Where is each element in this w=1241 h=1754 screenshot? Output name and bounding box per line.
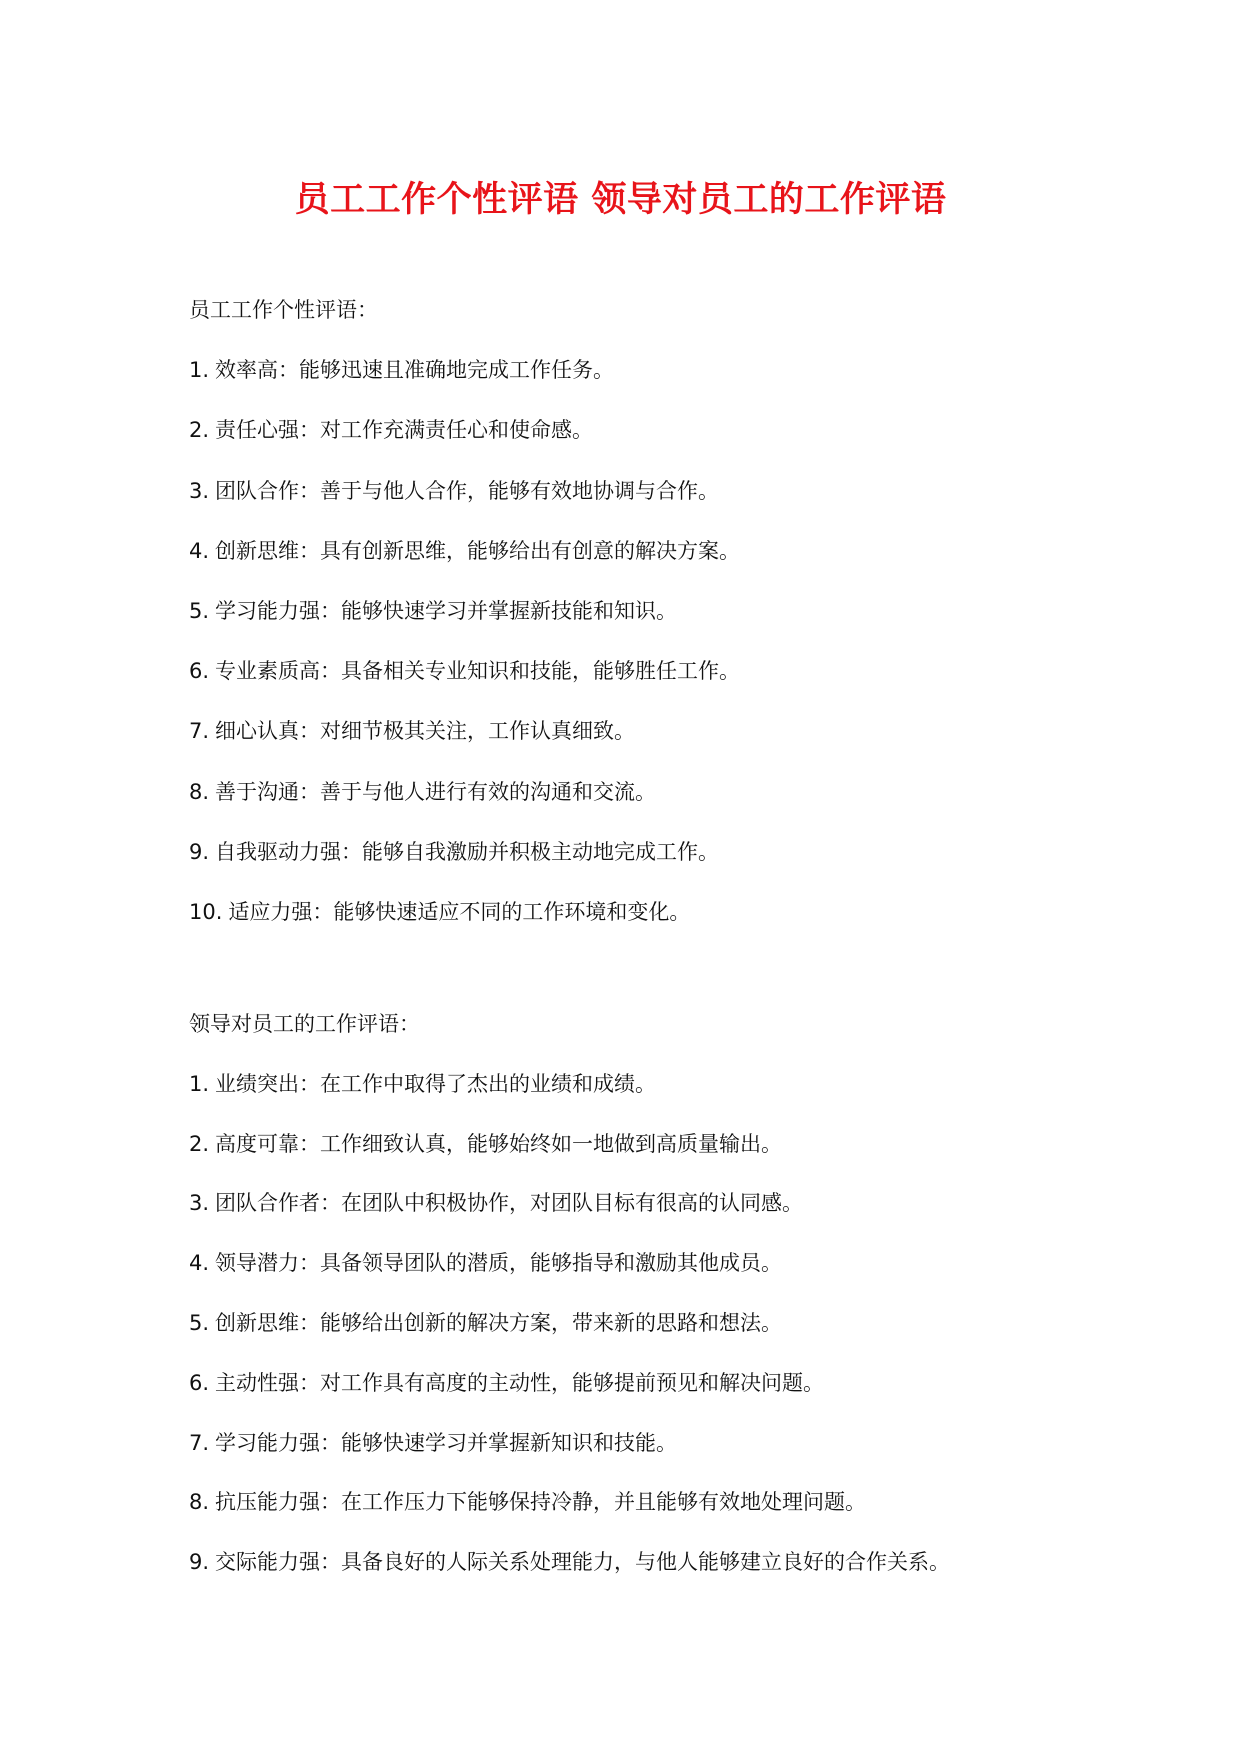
item-number: 1. (189, 1071, 210, 1096)
item-text: 交际能力强：具备良好的人际关系处理能力，与他人能够建立良好的合作关系。 (215, 1550, 951, 1575)
item-number: 8. (189, 779, 210, 804)
item-text: 业绩突出：在工作中取得了杰出的业绩和成绩。 (215, 1071, 657, 1096)
list-item (189, 1246, 1089, 1306)
item-text: 创新思维：具有创新思维，能够给出有创意的解决方案。 (215, 538, 741, 563)
list-item (189, 775, 1089, 835)
item-text: 学习能力强：能够快速学习并掌握新技能和知识。 (215, 598, 678, 623)
item-text: 善于沟通：善于与他人进行有效的沟通和交流。 (215, 779, 657, 804)
list-item (189, 1485, 1089, 1545)
list-item (189, 1366, 1089, 1426)
item-number: 1. (189, 358, 210, 383)
item-text: 专业素质高：具备相关专业知识和技能，能够胜任工作。 (215, 659, 741, 684)
item-number: 4. (189, 538, 210, 563)
list-item (189, 1306, 1089, 1366)
list-item (189, 654, 1089, 714)
list-item (189, 1127, 1089, 1187)
item-number: 8. (189, 1490, 210, 1515)
item-number: 3. (189, 478, 210, 503)
item-number: 7. (189, 1430, 210, 1455)
list-item (189, 1186, 1089, 1246)
list-item (189, 1545, 1089, 1605)
item-text: 创新思维：能够给出创新的解决方案，带来新的思路和想法。 (215, 1310, 783, 1335)
item-text: 主动性强：对工作具有高度的主动性，能够提前预见和解决问题。 (215, 1370, 825, 1395)
list-item (189, 534, 1089, 594)
item-number: 2. (189, 1131, 210, 1156)
item-number: 7. (189, 719, 210, 744)
item-text: 适应力强：能够快速适应不同的工作环境和变化。 (228, 899, 691, 924)
item-number: 2. (189, 418, 210, 443)
document-title: 员工工作个性评语 领导对员工的工作评语 (294, 180, 947, 220)
item-text: 细心认真：对细节极其关注，工作认真细致。 (215, 719, 636, 744)
item-text: 团队合作：善于与他人合作，能够有效地协调与合作。 (215, 478, 720, 503)
list-item (189, 474, 1089, 534)
item-number: 6. (189, 1370, 210, 1395)
list-item (189, 895, 1089, 955)
list-item (189, 1426, 1089, 1486)
list-item (189, 353, 1089, 413)
item-number: 5. (189, 598, 210, 623)
list-item (189, 714, 1089, 774)
section-heading: 员工工作个性评语： (189, 298, 378, 322)
item-number: 6. (189, 659, 210, 684)
list-item (189, 413, 1089, 473)
item-text: 抗压能力强：在工作压力下能够保持冷静，并且能够有效地处理问题。 (215, 1490, 867, 1515)
item-text: 自我驱动力强：能够自我激励并积极主动地完成工作。 (215, 839, 720, 864)
item-text: 效率高：能够迅速且准确地完成工作任务。 (215, 358, 615, 383)
item-number: 9. (189, 839, 210, 864)
leader-comments-section (189, 1007, 1089, 1605)
item-number: 10. (189, 899, 223, 924)
list-item (189, 594, 1089, 654)
list-item (189, 835, 1089, 895)
item-text: 学习能力强：能够快速学习并掌握新知识和技能。 (215, 1430, 678, 1455)
list-item (189, 1067, 1089, 1127)
section-heading: 领导对员工的工作评语： (189, 1012, 420, 1036)
item-text: 领导潜力：具备领导团队的潜质，能够指导和激励其他成员。 (215, 1251, 783, 1276)
employee-comments-section (189, 293, 1089, 955)
item-number: 4. (189, 1251, 210, 1276)
item-text: 责任心强：对工作充满责任心和使命感。 (215, 418, 594, 443)
item-text: 团队合作者：在团队中积极协作，对团队目标有很高的认同感。 (215, 1191, 804, 1216)
item-text: 高度可靠：工作细致认真，能够始终如一地做到高质量输出。 (215, 1131, 783, 1156)
item-number: 5. (189, 1310, 210, 1335)
item-number: 3. (189, 1191, 210, 1216)
item-number: 9. (189, 1550, 210, 1575)
